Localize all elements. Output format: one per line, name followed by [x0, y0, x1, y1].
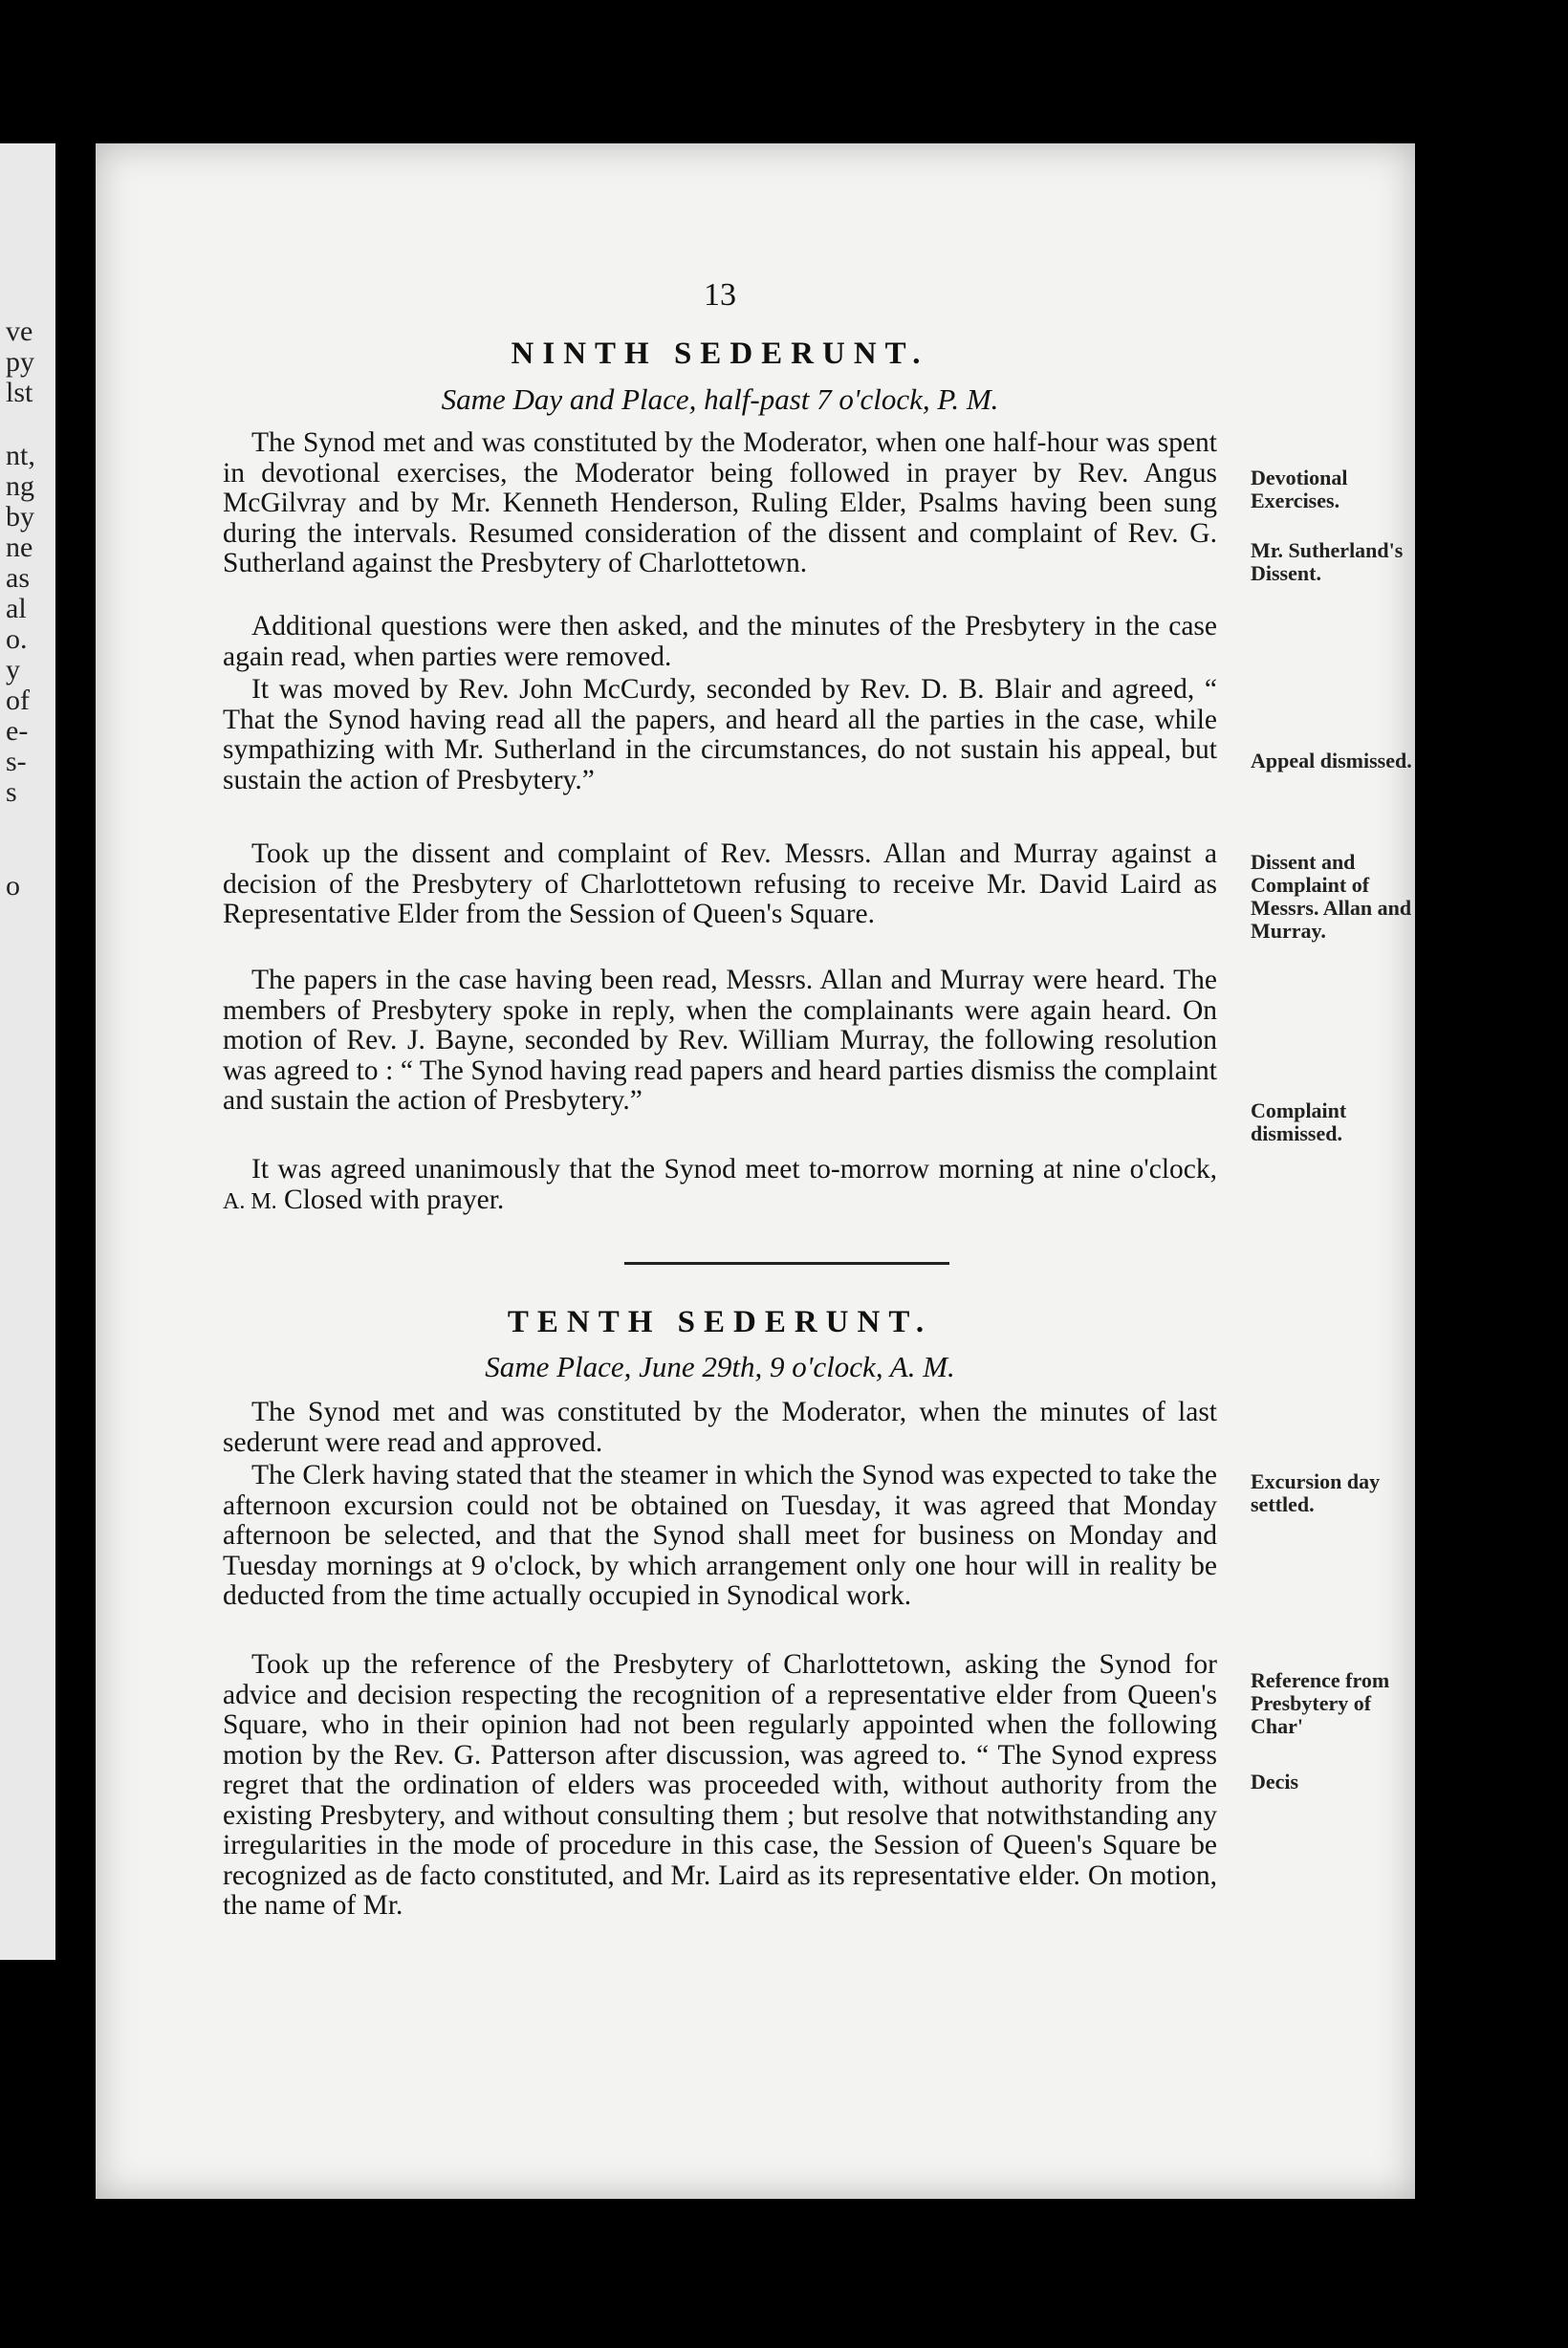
- fragment: by: [6, 501, 34, 533]
- fragment: e-: [6, 715, 29, 747]
- page-number: 13: [704, 277, 736, 313]
- ninth-sederunt-heading: NINTH SEDERUNT.: [511, 337, 929, 371]
- paragraph: The papers in the case having been read, Messrs. Allan and Murray were heard. The members of Presbytery spoke in reply, when the complainants were again heard. On motion of Rev. J. Bayne, seconded by Rev. William Murray, the following resolution was agreed to : “ The Synod having read papers and heard parties dismiss the complaint and sustain the action of Presbytery.”: [223, 965, 1217, 1116]
- closing-text-end: Closed with prayer.: [276, 1184, 505, 1215]
- book-page: [96, 143, 1415, 2199]
- paragraph: Additional questions were then asked, and the minutes of the Presbytery in the case again read, when parties were removed.: [223, 611, 1217, 672]
- margin-note: Appeal dismissed.: [1251, 749, 1412, 772]
- margin-note: Excursion day settled.: [1251, 1469, 1381, 1516]
- fragment: ng: [6, 470, 34, 502]
- tenth-sederunt-subhead: Same Place, June 29th, 9 o'clock, A. M.: [485, 1350, 955, 1383]
- fragment: nt,: [6, 440, 35, 471]
- paragraph: [223, 1155, 1217, 1217]
- paragraph: Took up the dissent and complaint of Rev. Messrs. Allan and Murray against a decision of the Presbytery of Charlottetown refusing to receive Mr. David Laird as Representative Elder from the Session of Queen's Square.: [223, 838, 1217, 929]
- fragment: py: [6, 346, 34, 378]
- fragment: o.: [6, 623, 28, 655]
- fragment: o: [6, 870, 20, 902]
- margin-note: Complaint dismissed.: [1251, 1098, 1347, 1145]
- fragment: y: [6, 654, 20, 685]
- margin-note: Reference from Presbytery of Char': [1251, 1668, 1390, 1738]
- paragraph: Took up the reference of the Presbytery of Charlottetown, asking the Synod for advice and decision respecting the recognition of a representative elder from Queen's Square, who in their opinion had not been regularly appointed when the following motion by the Rev. G. Patterson after discussion, was agreed to. “ The Synod express regret that the ordination of elders was proceeded with, without authority from the existing Presbytery, and without consulting them ; but resolve that notwithstanding any irregularities in the mode of procedure in this case, the Session of Queen's Square be recognized as de facto constituted, and Mr. Laird as its representative elder. On motion, the name of Mr.: [223, 1649, 1217, 1921]
- adjacent-page-edge: [0, 143, 55, 1960]
- fragment: s-: [6, 746, 27, 777]
- fragment: s: [6, 776, 17, 808]
- margin-note: Decis: [1251, 1770, 1299, 1794]
- section-divider: [624, 1262, 949, 1265]
- paragraph: It was moved by Rev. John McCurdy, seconded by Rev. D. B. Blair and agreed, “ That the Synod having read all the papers, and heard all the parties in the case, while sympathizing with Mr. Sutherland in the circumstances, do not sustain his appeal, but sustain the action of Presbytery.”: [223, 674, 1217, 795]
- margin-note: Mr. Sutherland's Dissent.: [1251, 538, 1404, 585]
- paragraph: The Synod met and was constituted by the Moderator, when one half-hour was spent in devotional exercises, the Moderator being followed in prayer by Rev. Angus McGilvray and by Mr. Kenneth Henderson, Ruling Elder, Psalms having been sung during the intervals. Resumed consideration of the dissent and complaint of Rev. G. Sutherland against the Presbytery of Charlottetown.: [223, 427, 1217, 578]
- closing-time: A. M.: [223, 1188, 277, 1214]
- closing-text: It was agreed unanimously that the Synod meet to-morrow morning at nine o'clock,: [251, 1154, 1217, 1185]
- paragraph: The Synod met and was constituted by the Moderator, when the minutes of last sederunt were read and approved.: [223, 1397, 1217, 1458]
- margin-note: Devotional Exercises.: [1251, 466, 1348, 512]
- paragraph: The Clerk having stated that the steamer in which the Synod was expected to take the afternoon excursion could not be obtained on Tuesday, it was agreed that Monday afternoon be selected, and that the Synod shall meet for business on Monday and Tuesday mornings at 9 o'clock, by which arrangement only one hour will in reality be deducted from the time actually occupied in Synodical work.: [223, 1460, 1217, 1611]
- fragment: of: [6, 685, 30, 716]
- fragment: as: [6, 562, 30, 594]
- fragment: ve: [6, 315, 33, 347]
- fragment: al: [6, 593, 27, 624]
- tenth-sederunt-heading: TENTH SEDERUNT.: [507, 1305, 933, 1339]
- fragment: ne: [6, 532, 33, 563]
- margin-note: Dissent and Complaint of Messrs. Allan and Murray.: [1251, 850, 1412, 943]
- fragment: lst: [6, 377, 33, 408]
- ninth-sederunt-subhead: Same Day and Place, half-past 7 o'clock, P. M.: [441, 382, 999, 416]
